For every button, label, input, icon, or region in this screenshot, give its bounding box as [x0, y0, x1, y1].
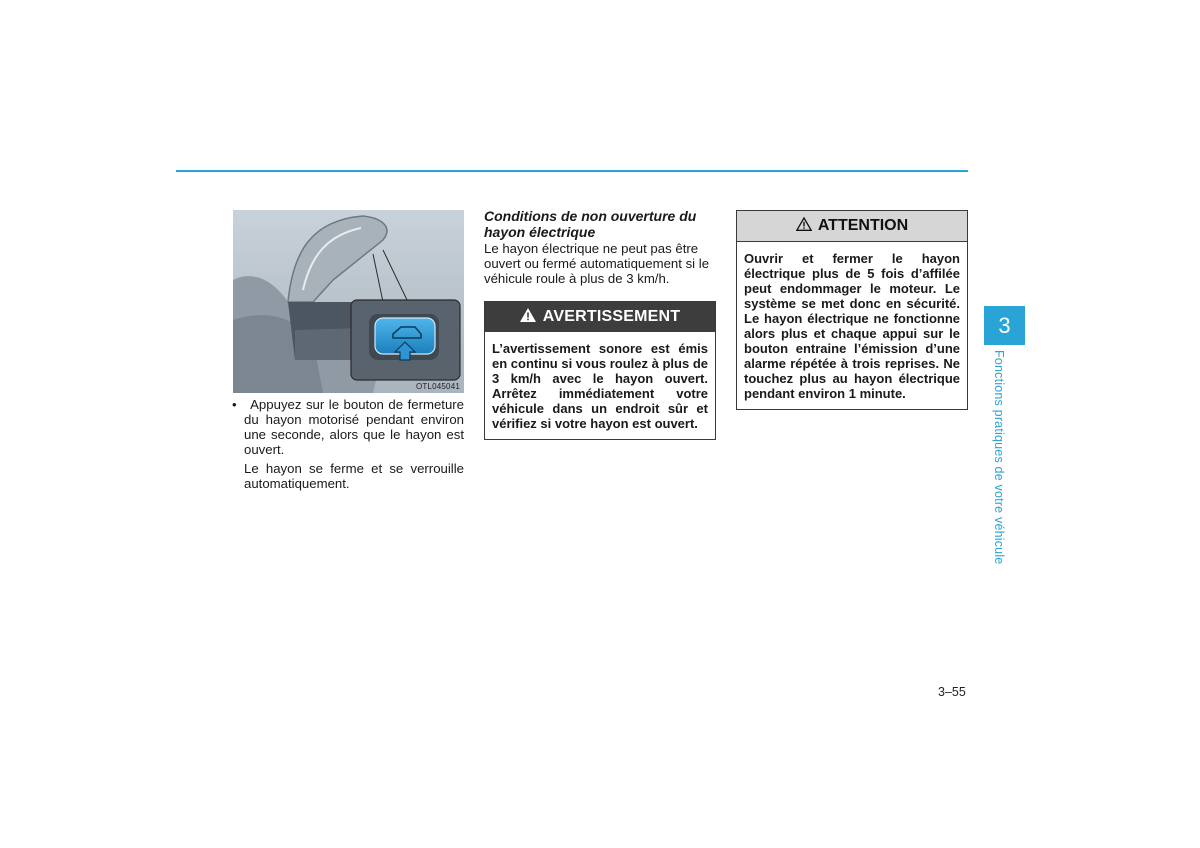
instruction-bullet: • Appuyez sur le bouton de fermeture du hayon motorisé pendant environ une seconde, alors que le hayon est ouvert.: [232, 397, 465, 457]
warning-title: AVERTISSEMENT: [542, 308, 681, 325]
warning-box: [484, 301, 716, 440]
instructions-column: [232, 397, 464, 491]
instruction-text: Appuyez sur le bouton de fermeture du hayon motorisé pendant environ une seconde, alors que le hayon est ouvert.: [244, 397, 465, 457]
attention-header: [737, 211, 967, 242]
warning-body: L’avertissement sonore est émis en continu si vous roulez à plus de 3 km/h avec le hayon ouvert. Arrêtez immédiatement votre véhicule dans un endroit sûr et vérifiez si votre hayon est ouvert.: [492, 341, 708, 431]
instruction-result: Le hayon se ferme et se verrouille automatiquement.: [244, 461, 464, 491]
attention-title: ATTENTION: [817, 217, 909, 234]
page-number: 3–55: [938, 685, 966, 699]
warning-header: [485, 302, 715, 332]
attention-box: [736, 210, 968, 410]
caution-triangle-icon: [796, 217, 812, 236]
chapter-title: Fonctions pratiques de votre véhicule: [992, 350, 1006, 565]
header-rule: [176, 170, 968, 172]
section-title: Conditions de non ouverture du hayon électrique: [484, 208, 697, 240]
tailgate-drawing: [233, 210, 464, 393]
warning-triangle-icon: [520, 308, 536, 327]
figure-code: OTL045041: [415, 382, 460, 391]
conditions-section: [484, 208, 716, 286]
chapter-tab: 3: [984, 306, 1025, 345]
attention-body: Ouvrir et fermer le hayon électrique plus de 5 fois d’affilée peut endommager le moteur. Le système se met donc en sécurité. Le hayon électrique ne fonctionne alors plus et chaque appui sur le bouton entraine l’émission d’une alarme répétée à trois reprises. Ne touchez plus au hayon électrique pendant environ 1 minute.: [744, 251, 960, 401]
section-body: Le hayon électrique ne peut pas être ouvert ou fermé automatiquement si le véhicule roule à plus de 3 km/h.: [484, 241, 710, 286]
tailgate-illustration: [233, 210, 464, 393]
